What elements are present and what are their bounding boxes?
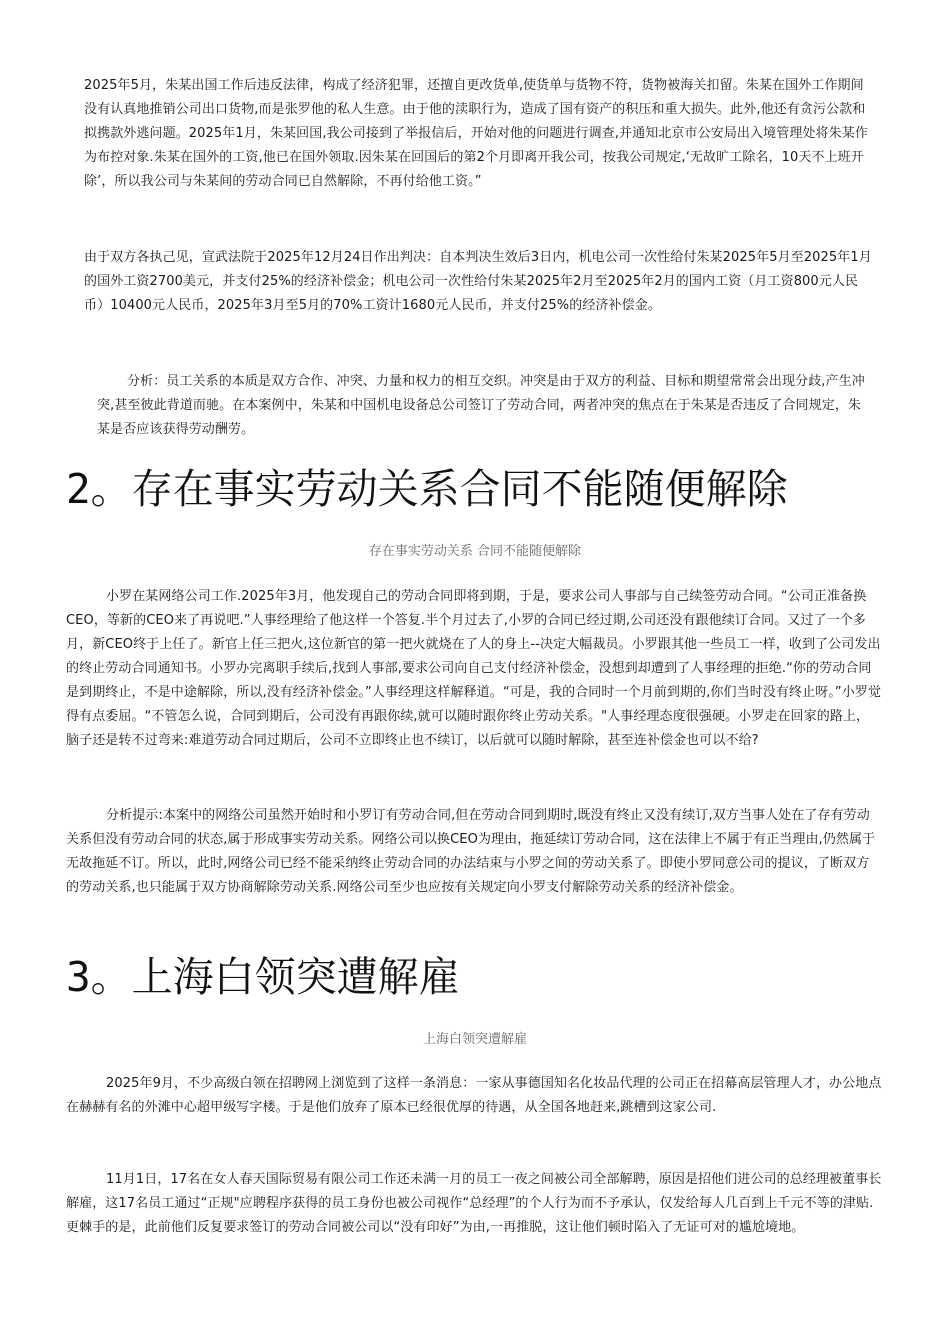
section-2-caption: 存在事实劳动关系 合同不能随便解除: [368, 544, 582, 559]
case1-quote-paragraph: 2025年5月，朱某出国工作后违反法律，构成了经济犯罪，还擅自更改货单,使货单与货物不符，货物被海关扣留。朱某在国外工作期间没有认真地推销公司出口货物,而是张罗他的私人生意。由于他的渎职行为，造成了国有资产的积压和重大损失。此外,他还有贪污公款和拟携款外逃问题。2025年1月，朱某回国,我公司接到了举报信后，开始对他的问题进行调查,并通知北京市公安局出入境管理处将朱某作为布控对象.朱某在国外的工资,他已在国外领取.因朱某在回国后的第2个月即离开我公司，按我公司规定,‘无故旷工除名，10天不上班开除’，所以我公司与朱某间的劳动合同已自然解除，不再付给他工资。”: [84, 78, 868, 189]
section-3-paragraph-2: 11月1日，17名在女人春天国际贸易有限公司工作还未满一月的员工一夜之间被公司全部解聘，原因是招他们进公司的总经理被董事长解雇，这17名员工通过“正规"应聘程序获得的员工身份也被公司视作“总经理”的个人行为而不予承认，仅发给每人几百到上千元不等的津贴.更棘手的是，此前他们反复要求签订的劳动合同被公司以“没有印好”为由,一再推脱，这让他们顿时陷入了无证可对的尴尬境地。: [66, 1172, 882, 1235]
section-3-paragraph-1: 2025年9月，不少高级白领在招聘网上浏览到了这样一条消息：一家从事德国知名化妆品代理的公司正在招幕高层管理人才，办公地点在赫赫有名的外滩中心超甲级写字楼。于是他们放弃了原本已经很优厚的待遇，从全国各地赶来,跳槽到这家公司.: [66, 1076, 882, 1115]
section-3-heading: 3。上海白领突遭解雇: [66, 953, 460, 1001]
section-3-caption: 上海白领突遭解雇: [422, 1032, 527, 1047]
section-2-story-paragraph: 小罗在某网络公司工作.2025年3月，他发现自己的劳动合同即将到期，于是，要求公司人事部与自己续签劳动合同。“公司正准备换CEO，等新的CEO来了再说吧.”人事经理给了他这样一个答复.半个月过去了,小罗的合同已经过期,公司还没有跟他续订合同。又过了一个多月，新CEO终于上任了。新官上任三把火,这位新官的第一把火就烧在了人的身上--决定大幅裁员。小罗跟其他一些员工一样，收到了公司发出的终止劳动合同通知书。小罗办完离职手续后,找到人事部,要求公司向自己支付经济补偿金，没想到却遭到了人事经理的拒绝.“你的劳动合同是到期终止，不是中途解除，所以,没有经济补偿金。”人事经理这样解释道。“可是，我的合同时一个月前到期的,你们当时没有终止呀。”小罗觉得有点委屈。“不管怎么说，合同到期后，公司没有再跟你续,就可以随时跟你终止劳动关系。"人事经理态度很强硬。小罗走在回家的路上，脑子还是转不过弯来:难道劳动合同过期后，公司不立即终止也不续订，以后就可以随时解除，甚至连补偿金也可以不给?: [66, 589, 882, 748]
section-2-analysis-paragraph: 分析提示:本案中的网络公司虽然开始时和小罗订有劳动合同,但在劳动合同到期时,既没有终止又没有续订,双方当事人处在了存有劳动关系但没有劳动合同的状态,属于形成事实劳动关系。网络公司以换CEO为理由，拖延续订劳动合同，这在法律上不属于有正当理由,仍然属于无故拖延不订。所以，此时,网络公司已经不能采纳终止劳动合同的办法结束与小罗之间的劳动关系了。即使小罗同意公司的提议，了断双方的劳动关系,也只能属于双方协商解除劳动关系.网络公司至少也应按有关规定向小罗支付解除劳动关系的经济补偿金。: [66, 808, 876, 895]
case1-analysis-paragraph: 分析：员工关系的本质是双方合作、冲突、力量和权力的相互交织。冲突是由于双方的利益、目标和期望常常会出现分歧,产生冲突,甚至彼此背道而驰。在本案例中，朱某和中国机电设备总公司签订了劳动合同，两者冲突的焦点在于朱某是否违反了合同规定，朱某是否应该获得劳动酬劳。: [97, 374, 865, 437]
case1-judgment-paragraph: 由于双方各执己见，宣武法院于2025年12月24日作出判决：自本判决生效后3日内，机电公司一次性给付朱某2025年5月至2025年1月的国外工资2700美元，并支付25%的经济补偿金；机电公司一次性给付朱某2025年2月至2025年2月的国内工资（月工资800元人民币）10400元人民币，2025年3月至5月的70%工资计1680元人民币，并支付25%的经济补偿金。: [84, 250, 872, 313]
section-2-heading: 2。存在事实劳动关系合同不能随便解除: [66, 465, 788, 513]
